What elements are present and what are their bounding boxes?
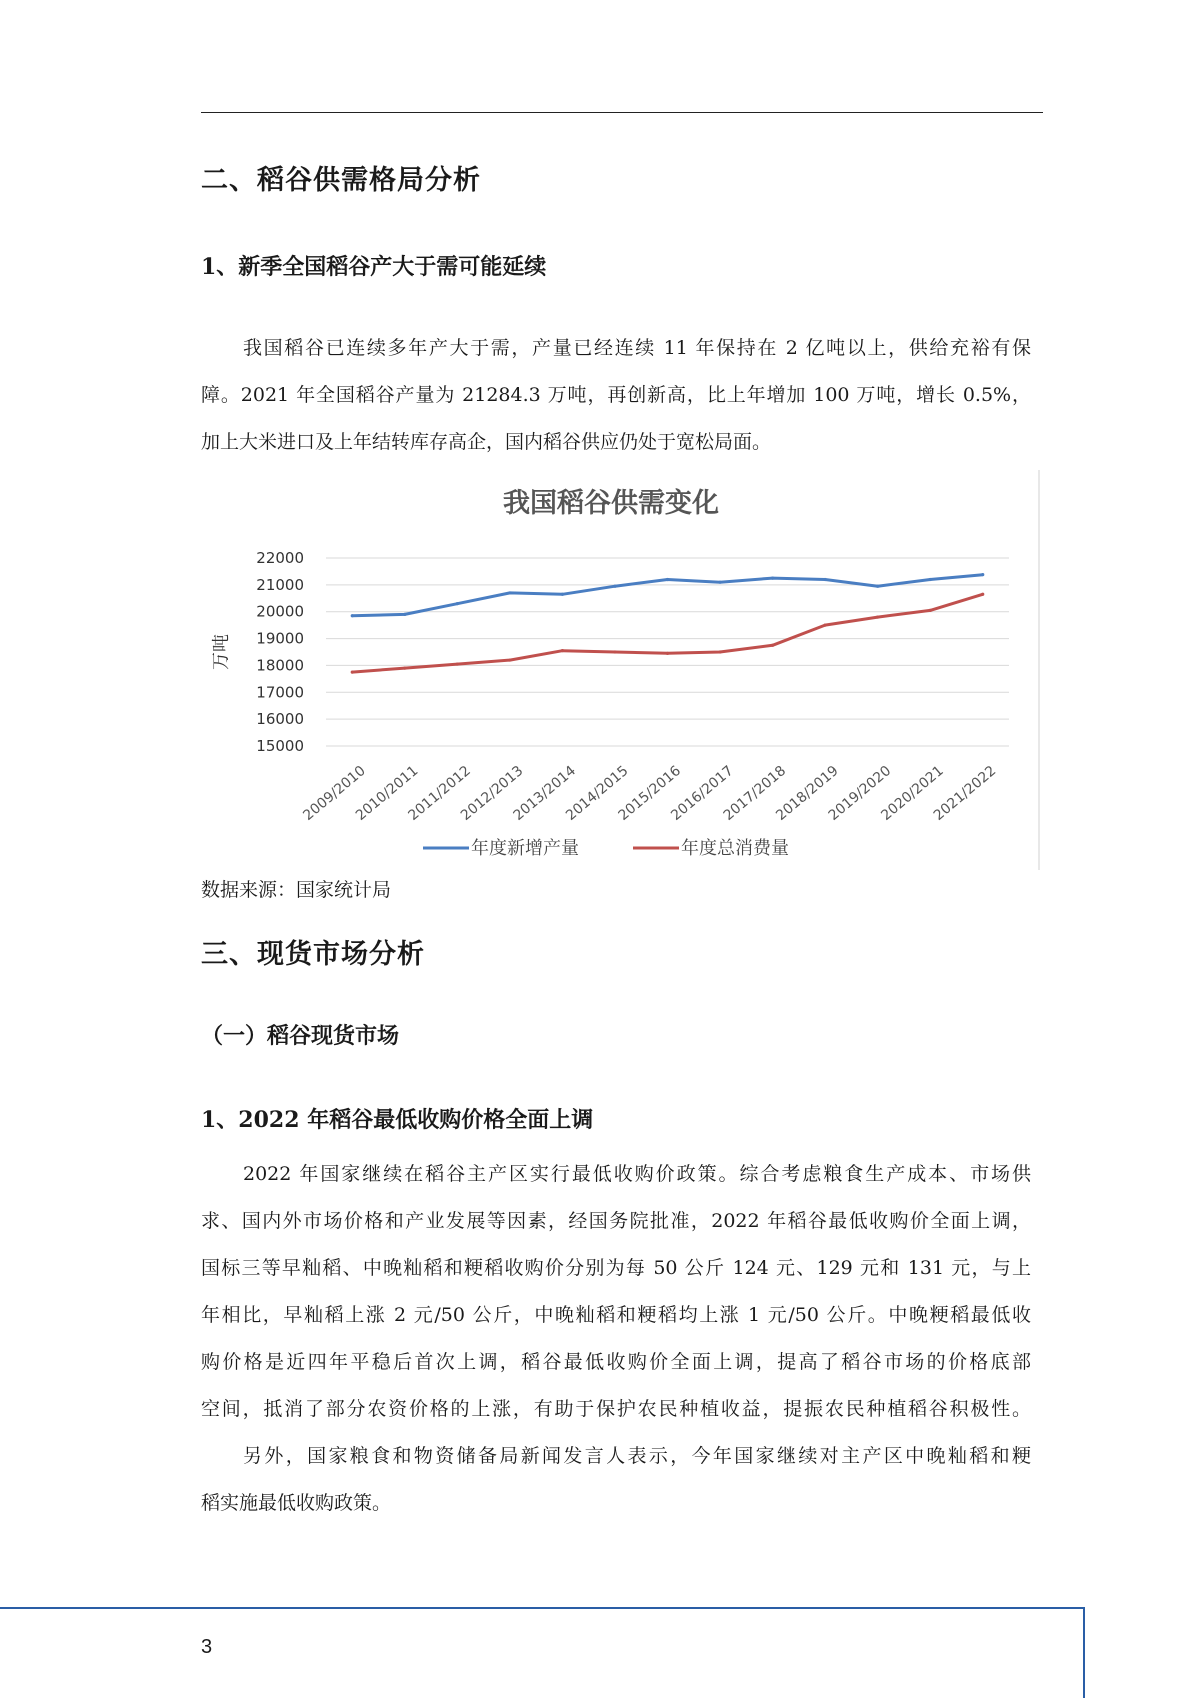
series-2-point [456, 662, 459, 665]
footer-rule-vertical [1083, 1607, 1085, 1698]
paragraph-line: 我国稻谷已连续多年产大于需，产量已经连续 11 年保持在 2 亿吨以上，供给充裕有保 [243, 337, 1031, 359]
subheading-min-price: 1、2022 年稻谷最低收购价格全面上调 [201, 1107, 594, 1133]
paragraph-line: 空间，抵消了部分农资价格的上涨，有助于保护农民种植收益，提振农民种植稻谷积极性。 [201, 1398, 1031, 1420]
series-1-point [351, 614, 354, 617]
series-2-point [351, 671, 354, 674]
series-1-point [771, 577, 774, 580]
y-axis-label: 万吨 [211, 634, 232, 670]
y-tick-label: 18000 [256, 656, 304, 675]
paragraph-line: 加上大米进口及上年结转库存高企，国内稻谷供应仍处于宽松局面。 [201, 431, 772, 453]
x-tick-label: 2020/2021 [878, 762, 947, 824]
x-tick-label: 2012/2013 [457, 762, 527, 824]
paragraph-announcement [201, 1433, 1031, 1527]
x-tick-label: 2018/2019 [773, 762, 842, 824]
series-1-point [508, 591, 511, 594]
paragraph-line: 国标三等早籼稻、中晚籼稻和粳稻收购价分别为每 50 公斤 124 元、129 元和 131 元，与上 [201, 1257, 1031, 1279]
paragraph-line: 稻实施最低收购政策。 [201, 1492, 392, 1514]
series-2-point [981, 593, 984, 596]
paragraph-line: 求、国内外市场价格和产业发展等因素，经国务院批准，2022 年稻谷最低收购价全面上调， [201, 1210, 1031, 1232]
y-tick-label: 22000 [256, 549, 304, 567]
paragraph-line: 2022 年国家继续在稻谷主产区实行最低收购价政策。综合考虑粮食生产成本、市场供 [243, 1163, 1031, 1185]
series-1-point [456, 602, 459, 605]
page-number: 3 [201, 1636, 213, 1658]
y-tick-label: 21000 [256, 575, 304, 594]
subheading-rice-spot-market: （一）稻谷现货市场 [201, 1023, 400, 1049]
y-tick-label: 15000 [256, 737, 304, 755]
chart-title: 我国稻谷供需变化 [503, 488, 719, 519]
series-1-point [403, 613, 406, 616]
line-chart-svg [201, 470, 1041, 870]
series-2-point [718, 650, 721, 653]
series-2-point [824, 624, 827, 627]
x-tick-label: 2017/2018 [720, 762, 790, 824]
series-2-point [771, 644, 774, 647]
x-tick-label: 2021/2022 [930, 762, 1000, 824]
x-tick-label: 2016/2017 [668, 762, 737, 824]
x-tick-label: 2011/2012 [405, 762, 474, 824]
y-tick-label: 20000 [256, 602, 304, 621]
x-tick-label: 2019/2020 [825, 762, 895, 824]
y-tick-label: 17000 [256, 683, 304, 702]
section-heading-spot-market: 三、现货市场分析 [201, 939, 425, 970]
series-2-point [876, 615, 879, 618]
series-1-point [613, 585, 616, 588]
y-tick-label: 16000 [256, 710, 304, 729]
series-2-point [613, 650, 616, 653]
y-tick-label: 19000 [256, 629, 304, 648]
section-heading-supply-demand: 二、稻谷供需格局分析 [201, 165, 481, 196]
x-tick-label: 2015/2016 [615, 762, 685, 824]
header-rule [201, 112, 1043, 113]
series-1-point [718, 581, 721, 584]
paragraph-line: 购价格是近四年平稳后首次上调，稻谷最低收购价全面上调，提高了稻谷市场的价格底部 [201, 1351, 1031, 1373]
x-tick-label: 2014/2015 [563, 762, 632, 824]
series-1-point [929, 578, 932, 581]
series-1-point [666, 578, 669, 581]
series-1-point [824, 578, 827, 581]
series-1-point [981, 573, 984, 576]
paragraph-min-price-policy [201, 1151, 1031, 1433]
series-2-point [403, 667, 406, 670]
series-1-point [876, 585, 879, 588]
x-tick-label: 2013/2014 [510, 762, 579, 824]
footer-rule [0, 1607, 1084, 1609]
paragraph-line: 障。2021 年全国稻谷产量为 21284.3 万吨，再创新高，比上年增加 100 万吨，增长 0.5%， [201, 384, 1031, 406]
series-1-point [561, 593, 564, 596]
x-tick-label: 2010/2011 [352, 762, 422, 824]
subheading-production-surplus: 1、新季全国稻谷产大于需可能延续 [201, 254, 547, 280]
x-tick-label: 2009/2010 [300, 762, 369, 824]
paragraph-line: 年相比，早籼稻上涨 2 元/50 公斤，中晚籼稻和粳稻均上涨 1 元/50 公斤。中晚粳稻最低收 [201, 1304, 1031, 1326]
paragraph-production [201, 325, 1031, 466]
series-2-point [561, 649, 564, 652]
legend-label: 年度新增产量 [471, 838, 579, 859]
legend-label: 年度总消费量 [681, 838, 789, 859]
series-2-point [666, 652, 669, 655]
data-source-note: 数据来源：国家统计局 [201, 879, 392, 901]
paragraph-line: 另外，国家粮食和物资储备局新闻发言人表示，今年国家继续对主产区中晚籼稻和粳 [243, 1445, 1031, 1467]
supply-demand-chart [201, 470, 1041, 870]
series-2-point [508, 658, 511, 661]
series-2-point [929, 609, 932, 612]
